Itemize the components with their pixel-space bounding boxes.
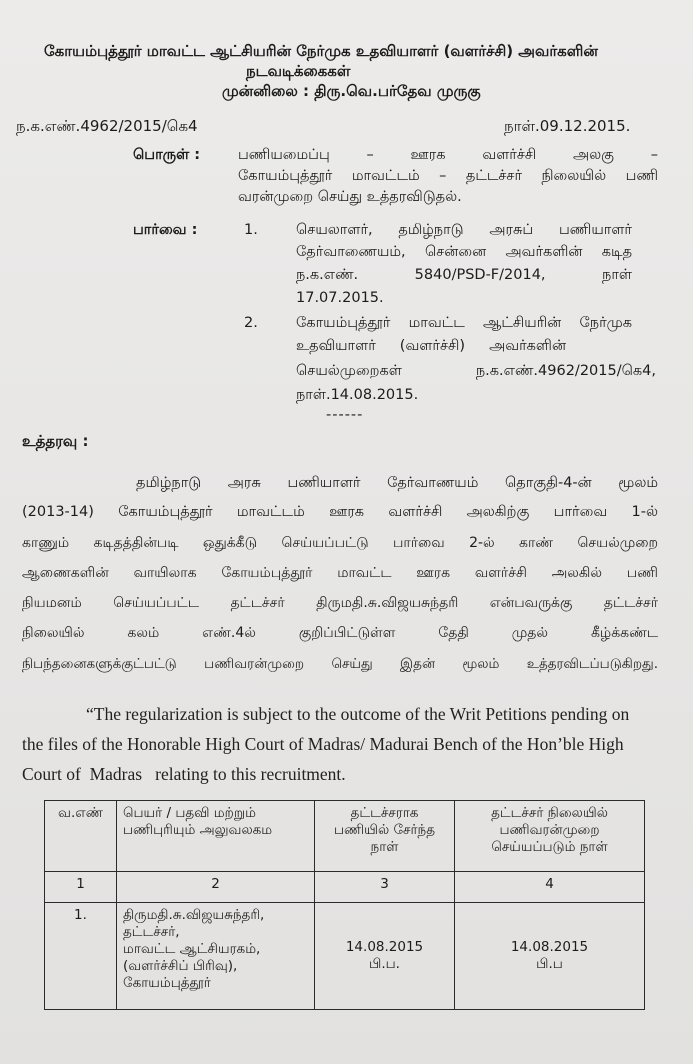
regularization-table — [44, 800, 645, 1010]
table-header-row — [45, 801, 645, 872]
header-regularization-date: தட்டச்சர் நிலையில் பணிவரன்முறை செய்யப்படும் நாள் — [455, 801, 645, 872]
reference-label: பார்வை : — [133, 222, 198, 238]
order-line-2: (2013-14) கோயம்புத்தூர் மாவட்டம் ஊரக வளர்ச்சி அலகிற்கு பார்வை 1-ல் — [22, 504, 659, 520]
english-note-line-1: “The regularization is subject to the outcome of the Writ Petitions pending on — [86, 704, 630, 724]
table-column-number-row — [45, 872, 645, 903]
header-name-designation: பெயர் / பதவி மற்றும் பணிபுரியும் அலுவலகம — [117, 801, 315, 872]
header-serial-number: வ.எண் — [45, 801, 117, 872]
subject-line-3: வரன்முறை செய்து உத்தரவிடுதல். — [238, 189, 462, 205]
column-number-3: 3 — [315, 872, 455, 903]
reference-item-2-line-3: செயல்முறைகள் ந.க.எண்.4962/2015/கெ4, — [296, 363, 656, 379]
reference-item-2-line-1: கோயம்புத்தூர் மாவட்ட ஆட்சியரின் நேர்முக — [296, 315, 633, 331]
column-number-2: 2 — [117, 872, 315, 903]
table-row — [45, 903, 645, 1010]
english-note-line-3: Court of Madras relating to this recruitment. — [22, 764, 346, 784]
order-date: நாள்.09.12.2015. — [504, 117, 631, 135]
order-line-5: நியமனம் செய்யப்பட்ட தட்டச்சர் திருமதி.சு.விஜயசுந்தரி என்பவருக்கு தட்டச்சர் — [22, 595, 659, 611]
order-line-3: காணும் கடிதத்தின்படி ஒதுக்கீடு செய்யப்பட்டு பார்வை 2-ல் காண் செயல்முறை — [22, 535, 659, 551]
subject-label: பொருள் : — [133, 147, 201, 163]
row-regularization-date: 14.08.2015 பி.ப — [455, 903, 645, 1010]
reference-item-2-number: 2. — [244, 315, 258, 331]
presence-line: முன்னிலை : திரு.வெ.பர்தேவ முருகு — [222, 82, 481, 100]
column-number-1: 1 — [45, 872, 117, 903]
subject-line-1: பணியமைப்பு – ஊரக வளர்ச்சி அலகு – — [238, 147, 658, 163]
reference-item-1-line-3: ந.க.எண். 5840/PSD-F/2014, நாள் — [296, 267, 633, 283]
header-joining-date: தட்டச்சராக பணியில் சேர்ந்த நாள் — [315, 801, 455, 872]
reference-item-1-line-1: செயலாளர், தமிழ்நாடு அரசுப் பணியாளர் — [296, 222, 632, 238]
reference-number: ந.க.எண்.4962/2015/கெ4 — [16, 117, 198, 135]
subject-line-2: கோயம்புத்தூர் மாவட்டம் – தட்டச்சர் நிலையில் பணி — [238, 168, 659, 184]
order-line-4: ஆணைகளின் வாயிலாக கோயம்புத்தூர் மாவட்ட ஊரக வளர்ச்சி அலகில் பணி — [22, 565, 658, 581]
order-line-6: நிலையில் கலம் எண்.4ல் குறிப்பிட்டுள்ள தேதி முதல் கீழ்க்கண்ட — [22, 625, 659, 641]
title-line-2: நடவடிக்கைகள் — [246, 62, 351, 80]
row-joining-date: 14.08.2015 பி.ப. — [315, 903, 455, 1010]
title-line-1: கோயம்புத்தூர் மாவட்ட ஆட்சியரின் நேர்முக உதவியாளர் (வளர்ச்சி) அவர்களின் — [44, 42, 598, 60]
column-number-4: 4 — [455, 872, 645, 903]
order-label: உத்தரவு : — [22, 432, 89, 450]
row-serial-number: 1. — [45, 903, 117, 1010]
order-line-7: நிபந்தனைகளுக்குட்பட்டு பணிவரன்முறை செய்து இதன் மூலம் உத்தரவிடப்படுகிறது. — [22, 656, 659, 672]
reference-item-2-line-2: உதவியாளர் (வளர்ச்சி) அவர்களின் — [296, 338, 567, 354]
english-note-line-2: the files of the Honorable High Court of Madras/ Madurai Bench of the Hon’ble High — [22, 734, 624, 754]
reference-item-1-number: 1. — [244, 222, 258, 238]
reference-item-2-line-4: நாள்.14.08.2015. — [296, 387, 419, 403]
reference-item-1-line-2: தேர்வாணையம், சென்னை அவர்களின் கடித — [296, 244, 633, 260]
row-name-designation: திருமதி.சு.விஜயசுந்தரி, தட்டச்சர், மாவட்ட ஆட்சியரகம், (வளர்ச்சிப் பிரிவு), கோயம்புத்தூர் — [117, 903, 315, 1010]
separator: ------ — [326, 407, 364, 423]
order-line-1: தமிழ்நாடு அரசு பணியாளர் தேர்வாணயம் தொகுதி-4-ன் மூலம் — [136, 475, 659, 491]
reference-item-1-line-4: 17.07.2015. — [296, 290, 384, 306]
